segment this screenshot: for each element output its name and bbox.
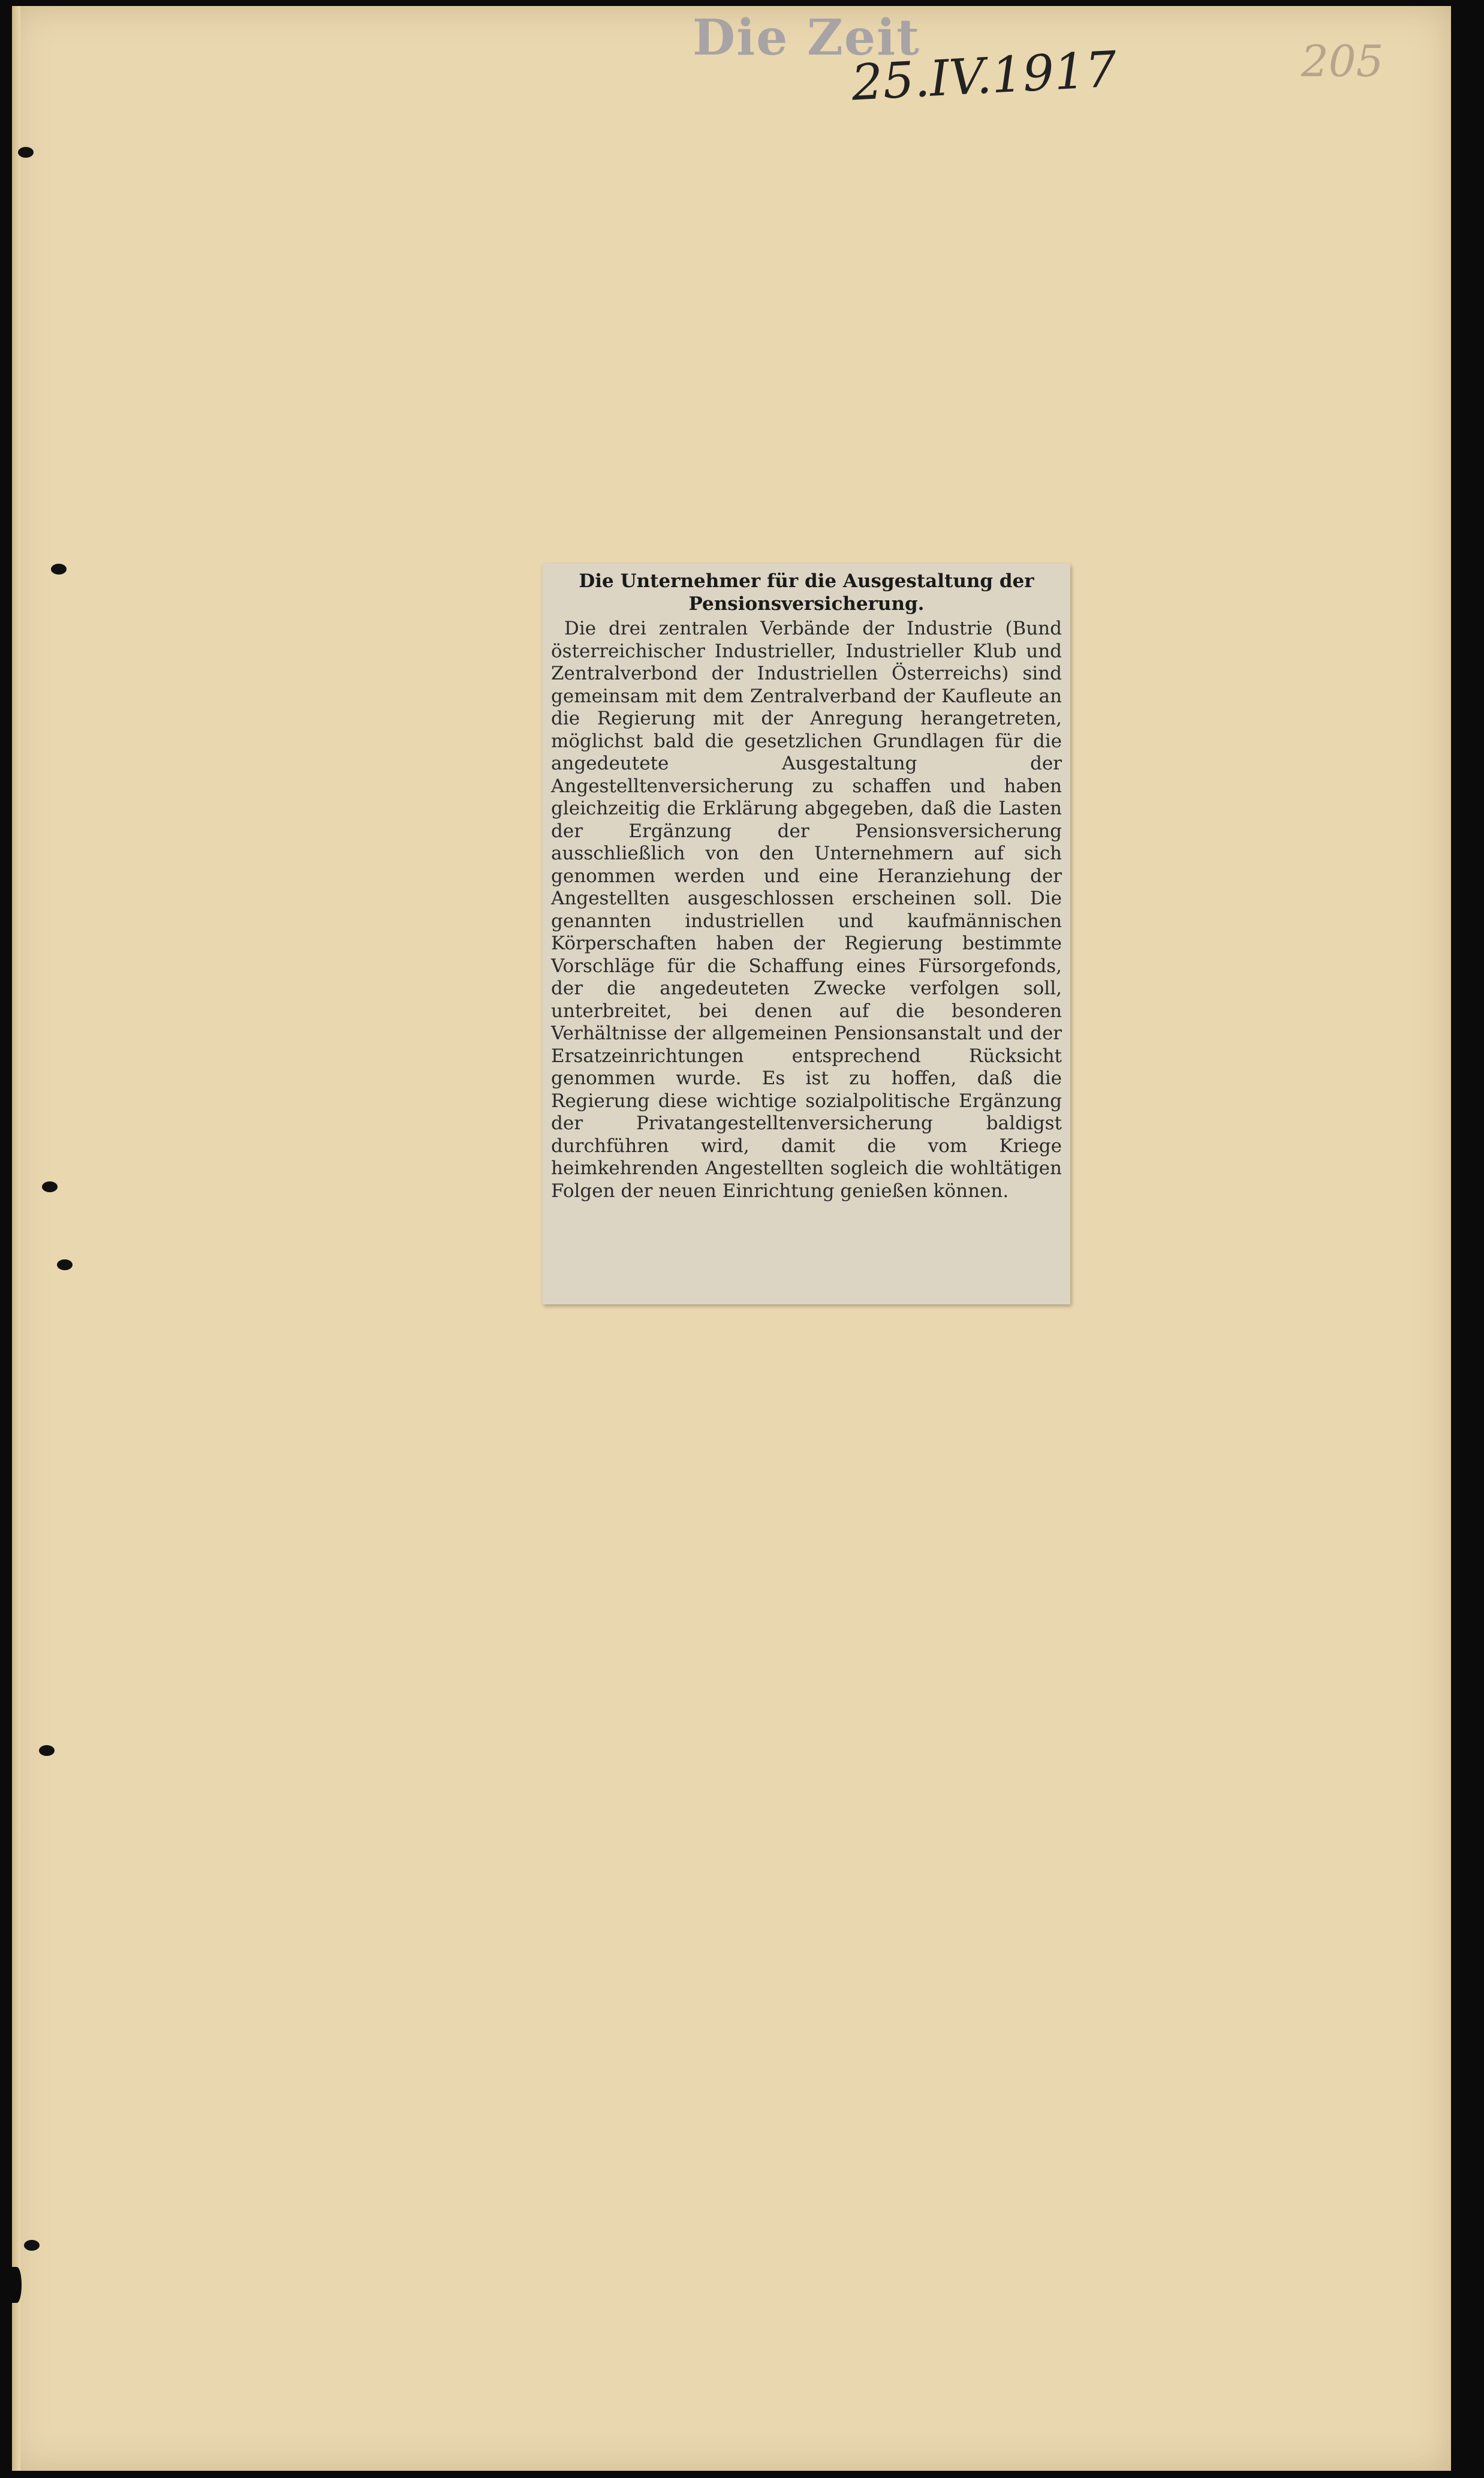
sheet-edge <box>12 6 20 2471</box>
binding-hole <box>51 564 67 575</box>
clipping-body: Die drei zentralen Verbände der Industrie (Bund österreichischer Industrieller, Industrieller Klub und Zentralverbond der Industriellen Österreichs) sind gemeinsam mit dem Zentralverband der Kaufleute an die Regierung mit der Anregung herangetreten, möglichst bald die gesetzlichen Grundlagen für die angedeutete Ausgestaltung der Angestelltenversicherung zu schaffen und haben gleichzeitig die Erklärung abgegeben, daß die Lasten der Ergänzung der Pensionsversicherung ausschließlich von den Unternehmern auf sich genommen werden und eine Heranziehung der Angestellten ausgeschlossen erscheinen soll. Die genannten industriellen und kaufmännischen Körperschaften haben der Regierung bestimmte Vorschläge für die Schaffung eines Fürsorgefonds, der die angedeuteten Zwecke verfolgen soll, unterbreitet, bei denen auf die besonderen Verhältnisse der allgemeinen Pensionsanstalt und der Ersatzeinrichtungen entsprechend Rücksicht genommen wurde. Es ist zu hoffen, daß die Regierung diese wichtige sozialpolitische Ergänzung der Privatangestelltenversicherung baldigst durchführen wird, damit die vom Kriege heimkehrenden Angestellten sogleich die wohltätigen Folgen der neuen Einrichtung genießen können. <box>551 618 1062 1202</box>
clipping-headline: Die Unternehmer für die Ausgestaltung der Pensionsversicherung. <box>579 570 1034 615</box>
binding-hole <box>18 147 34 158</box>
newspaper-clipping <box>543 564 1070 1304</box>
binding-hole <box>24 2240 40 2251</box>
binding-hole <box>42 1181 58 1192</box>
binding-hole <box>39 1745 55 1756</box>
page-number: 205 <box>1301 36 1384 86</box>
binding-hole <box>57 1259 73 1270</box>
handwritten-date: 25.IV.1917 <box>850 41 1118 112</box>
newspaper-stamp: Die Zeit <box>693 9 921 67</box>
paper-tear <box>12 2267 22 2303</box>
